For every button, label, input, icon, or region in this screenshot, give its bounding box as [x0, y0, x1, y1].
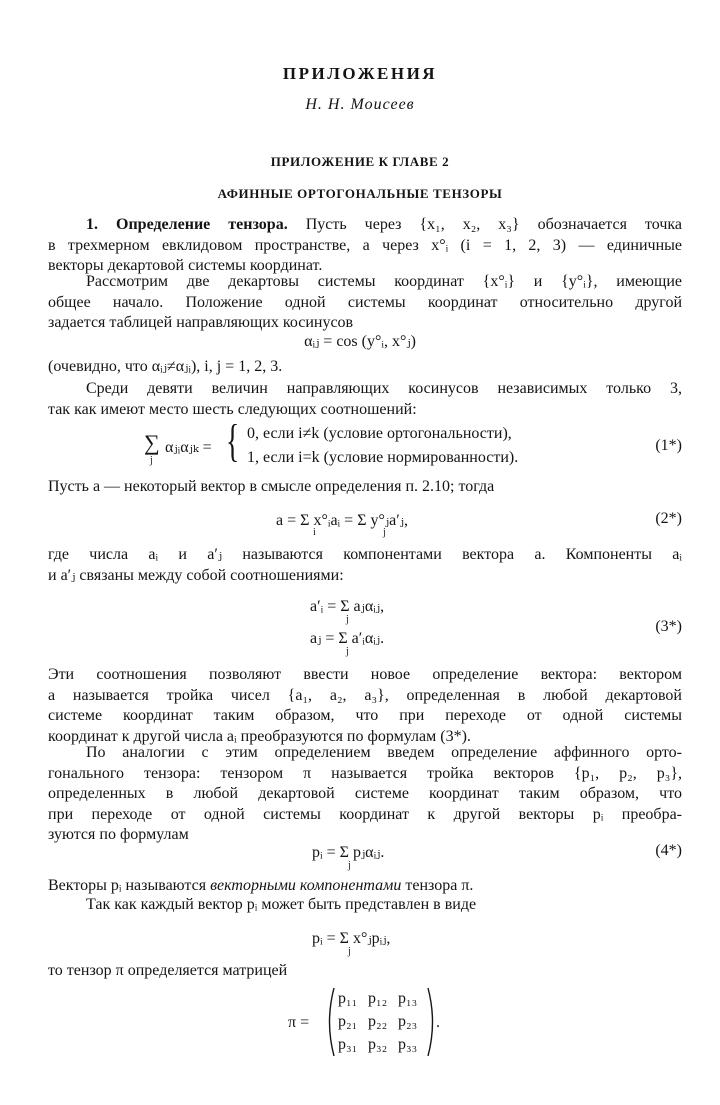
- right-paren-shape: [428, 988, 433, 1056]
- formula-cosines: αᵢⱼ = cos (y°ᵢ, x°ⱼ): [304, 333, 416, 350]
- paragraph-representation: [48, 895, 682, 916]
- page-title: ПРИЛОЖЕНИЯ: [282, 64, 438, 83]
- matrix-cell: p₂₂: [368, 1013, 388, 1030]
- text-line: в трехмерном евклидовом пространстве, а через x°ᵢ (i = 1, 2, 3) — единичные: [48, 236, 682, 254]
- paragraph-vector: [48, 477, 682, 498]
- matrix-cell: p₃₁: [338, 1036, 358, 1053]
- text-line: Так как каждый вектор pᵢ может быть представлен в виде: [86, 896, 477, 913]
- paragraph-definition: [48, 215, 682, 277]
- left-paren-shape: [330, 988, 335, 1056]
- chapter-heading: ПРИЛОЖЕНИЕ К ГЛАВЕ 2: [270, 154, 450, 169]
- text-line: где числа aᵢ и a′ⱼ называются компонентами вектора a. Компоненты aᵢ: [48, 546, 682, 563]
- matrix-cell: p₂₁: [338, 1013, 358, 1030]
- sum-index: j: [348, 860, 351, 871]
- text-line: координат к другой числа aᵢ преобразуются по формулам (3*).: [48, 727, 471, 745]
- text-line: при переходе от одной системы координат к другой векторы pᵢ преобра-: [48, 805, 682, 823]
- sum-index: j: [383, 527, 386, 538]
- matrix-lhs: π =: [288, 1014, 310, 1031]
- equation-body: a = Σ x°ᵢaᵢ = Σ y°ⱼa′ⱼ,: [276, 512, 408, 529]
- sum-symbol: ∑: [144, 430, 160, 455]
- text-line: гонального тензора: тензором π называется тройка векторов {p₁, p₂, p₃},: [48, 764, 682, 782]
- paragraph-components: [48, 545, 682, 586]
- text-line: [48, 215, 682, 236]
- text-fragment: тензора π.: [401, 877, 474, 894]
- text-fragment: Векторы pᵢ называются: [48, 877, 211, 894]
- sum-index: i: [313, 527, 316, 538]
- matrix-cell: p₁₁: [338, 990, 358, 1007]
- text-line: общее начало. Положение одной системы координат относительно другой: [48, 293, 682, 311]
- text-line: Пусть a — некоторый вектор в смысле определения п. 2.10; тогда: [48, 478, 495, 495]
- case-normalization: 1, если i=k (условие нормированности).: [247, 449, 519, 466]
- text-line: По аналогии с этим определением введем определение аффинного орто-: [86, 744, 682, 761]
- equation-line: aⱼ = Σ a′ᵢαᵢⱼ.: [310, 630, 385, 647]
- equation-number: (1*): [655, 437, 682, 454]
- brace-symbol: {: [226, 415, 240, 466]
- matrix-cell: p₁₃: [398, 990, 418, 1007]
- text-line: так как имеют место шесть следующих соотношений:: [48, 400, 417, 418]
- equation-number: (3*): [655, 618, 682, 635]
- text-line: и a′ⱼ связаны между собой соотношениями:: [48, 566, 344, 584]
- sum-index: j: [150, 455, 153, 466]
- text-line: [48, 876, 682, 897]
- paragraph-coordinates: [48, 272, 682, 334]
- case-orthogonality: 0, если i≠k (условие ортогональности),: [247, 425, 512, 442]
- paragraph-tensor-definition: [48, 743, 682, 846]
- equation-lhs: αⱼᵢαⱼₖ =: [165, 439, 212, 456]
- definition-heading: 1. Определение тензора.: [86, 216, 288, 233]
- text-line: a называется тройка чисел {a₁, a₂, a₃}, определенная в любой декартовой: [48, 686, 682, 704]
- equation-number: (2*): [655, 510, 682, 527]
- text-line: определенных в любой декартовой системе координат таким образом, что: [48, 785, 682, 802]
- text-line: (очевидно, что αᵢⱼ≠αⱼᵢ), i, j = 1, 2, 3.: [48, 358, 283, 375]
- paragraph-vector-definition: [48, 665, 682, 747]
- text-line: то тензор π определяется матрицей: [48, 962, 288, 979]
- text-line: зуются по формулам: [48, 826, 189, 843]
- equation-line: a′ᵢ = Σ aⱼαᵢⱼ,: [310, 598, 385, 615]
- matrix-end-period: .: [436, 1014, 440, 1031]
- matrix-cell: p₁₂: [368, 990, 388, 1007]
- text-line: векторы декартовой системы координат.: [48, 257, 323, 274]
- author-name: Н. Н. Моисеев: [305, 96, 415, 113]
- paragraph-vector-components: [48, 876, 682, 897]
- text-line: Среди девяти величин направляющих косинусов независимых только 3,: [86, 380, 682, 397]
- paragraph-matrix-intro: [48, 961, 682, 982]
- sum-index: j: [346, 614, 349, 625]
- equation-number: (4*): [655, 842, 682, 859]
- paragraph-relations: [48, 379, 682, 420]
- emphasis-text: векторными компонентами: [210, 877, 402, 894]
- matrix-cell: p₂₃: [398, 1013, 418, 1030]
- text-line: Рассмотрим две декартовы системы координат {x°ᵢ} и {y°ᵢ}, имеющие: [86, 273, 682, 290]
- text-fragment: Пусть через {x₁, x₂, x₃} обозначается точка: [305, 216, 683, 233]
- sum-index: j: [346, 646, 349, 657]
- text-line: системе координат таким образом, что при переходе от одной системы: [48, 707, 682, 724]
- sum-index: j: [348, 946, 351, 957]
- equation-body: pᵢ = Σ x°ⱼpᵢⱼ,: [312, 930, 391, 947]
- section-heading: АФИННЫЕ ОРТОГОНАЛЬНЫЕ ТЕНЗОРЫ: [217, 186, 503, 201]
- equation-body: pᵢ = Σ pⱼαᵢⱼ.: [312, 844, 385, 861]
- matrix-cell: p₃₃: [398, 1036, 418, 1053]
- paragraph-note: [48, 357, 682, 378]
- matrix-cell: p₃₂: [368, 1036, 388, 1053]
- text-line: Эти соотношения позволяют ввести новое определение вектора: вектором: [48, 666, 682, 683]
- text-line: задается таблицей направляющих косинусов: [48, 314, 354, 331]
